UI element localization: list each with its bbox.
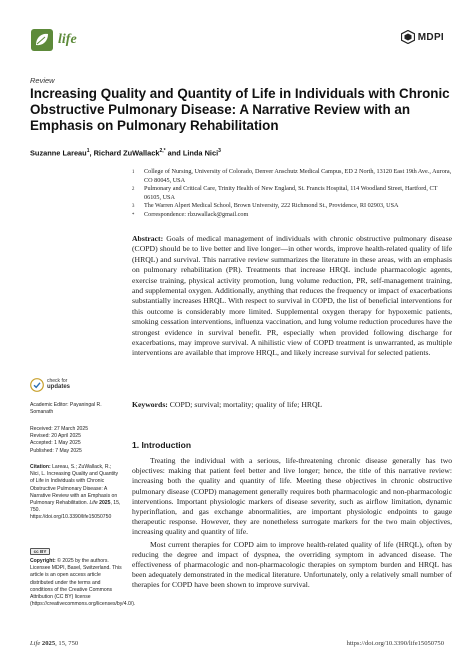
footer-year: 2025 <box>41 640 56 647</box>
affiliation-text: College of Nursing, University of Colorado, Denver Anschutz Medical Campus, ED 2 North, 13120 East 19th Ave., Aurora, CO 80045, USA <box>144 168 452 184</box>
affiliation-text: Correspondence: rlzuwallack@gmail.com <box>144 211 249 219</box>
author-list <box>30 148 221 157</box>
author-name[interactable]: Linda Nici <box>182 148 219 158</box>
affiliation-item <box>132 202 452 211</box>
citation-volume-doi[interactable]: , 15, 750. https://doi.org/10.3390/life15050750 <box>30 500 121 521</box>
citation-text: Lareau, S.; ZuWallack, R.; Nici, L. Increasing Quality and Quantity of Life in Individuals with Chronic Obstructive Pulmonary Disease: A Narrative Review with an Emphasis on Pulmonary Rehabilitation. <box>30 464 119 507</box>
academic-editor: Academic Editor: Payaningal R. Somanath <box>30 402 102 416</box>
received-date: Received: 27 March 2025 <box>30 426 89 432</box>
check-updates-line2: updates <box>47 384 71 390</box>
intro-paragraph: Treating the individual with a serious, life-threatening chronic disease generally has two objectives: making that patient feel better and live longer; hence, the title of this narrative review: increasing both the quality and quantity of life. Meeting these objectives in chronic obstructive pulmonary disease (COPD) management generally requires both pharmacologic and non-pharmacologic interventions. Important physiologic markers of disease severity, such as airflow limitation, dynamic hyperinflation, and gas exchange abnormalities, are important physiologic endpoints to gauge therapeutic response. However, they are nonetheless surrogate markers for the two main objectives, increasing quality and quantity of life. <box>132 456 452 537</box>
abstract <box>132 234 452 359</box>
article-type: Review <box>30 76 55 85</box>
article-title: Increasing Quality and Quantity of Life in Individuals with Chronic Obstructive Pulmonary Disease: A Narrative Review with an Emphasis on Pulmonary Rehabilitation <box>30 86 450 133</box>
footer-citation <box>30 640 78 647</box>
author-separator: and <box>165 148 183 158</box>
affiliation-item <box>132 211 452 220</box>
intro-paragraph: Most current therapies for COPD aim to improve health-related quality of life (HRQL), often by reducing the degree and impact of dyspnea, the overriding symptom in advanced disease. The effectiveness of pharmacologic and non-pharmacologic therapies on symptom burden and HRQL has been adequately demonstrated in the medical literature. Unfortunately, only a relatively small number of therapies for COPD have been shown to improve survival. <box>132 539 452 590</box>
published-date: Published: 7 May 2025 <box>30 447 82 454</box>
footer-volume: , 15, 750 <box>55 640 79 647</box>
citation-year: 2025 <box>99 500 111 507</box>
footer-doi-link[interactable]: https://doi.org/10.3390/life15050750 <box>346 640 444 647</box>
affiliation-number: 1 <box>132 169 135 175</box>
cc-license-row[interactable] <box>30 548 122 555</box>
check-updates-label <box>47 379 70 390</box>
journal-leaf-icon <box>30 28 54 52</box>
affiliation-text: The Warren Alpert Medical School, Brown University, 222 Richmond St., Providence, RI 02903, USA <box>144 202 399 210</box>
keywords-text: COPD; survival; mortality; quality of life; HRQL <box>169 400 323 409</box>
publisher-name: MDPI <box>417 31 444 43</box>
check-updates-line1: check for <box>47 378 68 385</box>
author-name[interactable]: Richard ZuWallack <box>93 148 160 158</box>
revised-date: Revised: 20 April 2025 <box>30 433 81 440</box>
page-footer <box>30 640 444 647</box>
accepted-date: Accepted: 1 May 2025 <box>30 440 81 447</box>
cc-by-license-icon[interactable]: cc BY <box>30 548 50 555</box>
citation-block <box>30 464 122 522</box>
check-updates-icon <box>30 378 44 392</box>
affiliations <box>132 168 452 221</box>
introduction-body <box>132 456 452 591</box>
keywords-label: Keywords: <box>132 400 168 409</box>
check-for-updates-button[interactable] <box>30 378 70 392</box>
mdpi-emblem-icon <box>401 30 415 44</box>
abstract-label: Abstract: <box>132 234 164 243</box>
citation-journal: Life <box>89 500 98 507</box>
article-dates <box>30 426 122 455</box>
section-title: 1. Introduction <box>132 440 192 450</box>
author-separator: , <box>89 148 94 158</box>
author-affiliation-marker: 2,* <box>159 148 166 154</box>
journal-name: life <box>58 32 77 47</box>
affiliation-number: 3 <box>132 203 135 209</box>
publisher-logo[interactable] <box>401 30 444 44</box>
affiliation-text: Pulmonary and Critical Care, Trinity Health of New England, St. Francis Hospital, 114 Woodland Street, Hartford, CT 06105, USA <box>144 185 438 201</box>
affiliation-item <box>132 168 452 185</box>
affiliation-number: 2 <box>132 186 135 192</box>
copyright-text: © 2025 by the authors. Licensee MDPI, Basel, Switzerland. This article is an open access article distributed under the terms and conditions of the Creative Commons Attribution (CC BY) license (https://creativecommons.org/licenses/by/4.0/). <box>30 558 136 608</box>
copyright-label: Copyright: <box>30 558 56 564</box>
keywords <box>132 400 452 410</box>
page-header <box>30 28 444 54</box>
affiliation-number: * <box>132 212 135 218</box>
author-name[interactable]: Suzanne Lareau <box>30 148 87 158</box>
journal-logo[interactable] <box>30 28 77 52</box>
author-affiliation-marker: 3 <box>218 148 221 154</box>
citation-label: Citation: <box>30 464 51 470</box>
abstract-text: Goals of medical management of individuals with chronic obstructive pulmonary disease (COPD) should be to live better and live longer—in other words, improve health-related quality of life (HRQL) and survival. This narrative review summarizes the literature in these areas, with an emphasis on pulmonary rehabilitation (PR). Treatments that increase HRQL include pharmacologic agents, exercise training, physical activity promotion, lung volume reduction, PR, self-management training, and supplemental oxygen. Additionally, anything that reduces the frequency or impact of exacerbations substantially increases HRQL. With respect to survival in COPD, the list of beneficial interventions for this outcome is considerably more limited. Supplemental oxygen therapy for hypoxemic patients, smoking cessation interventions, influenza vaccination, and lung volume reduction procedures have the strongest evidence in survival benefit. PR, especially when provided following discharge for exacerbations, may improve survival. A nihilistic view of COPD treatment is unwarranted, as multiple interventions are available that improve HRQL, and likely increase survival for selected patients. <box>132 234 452 358</box>
footer-journal: Life <box>30 640 41 647</box>
copyright-block <box>30 546 136 608</box>
affiliation-item <box>132 185 452 202</box>
author-affiliation-marker: 1 <box>86 148 90 154</box>
